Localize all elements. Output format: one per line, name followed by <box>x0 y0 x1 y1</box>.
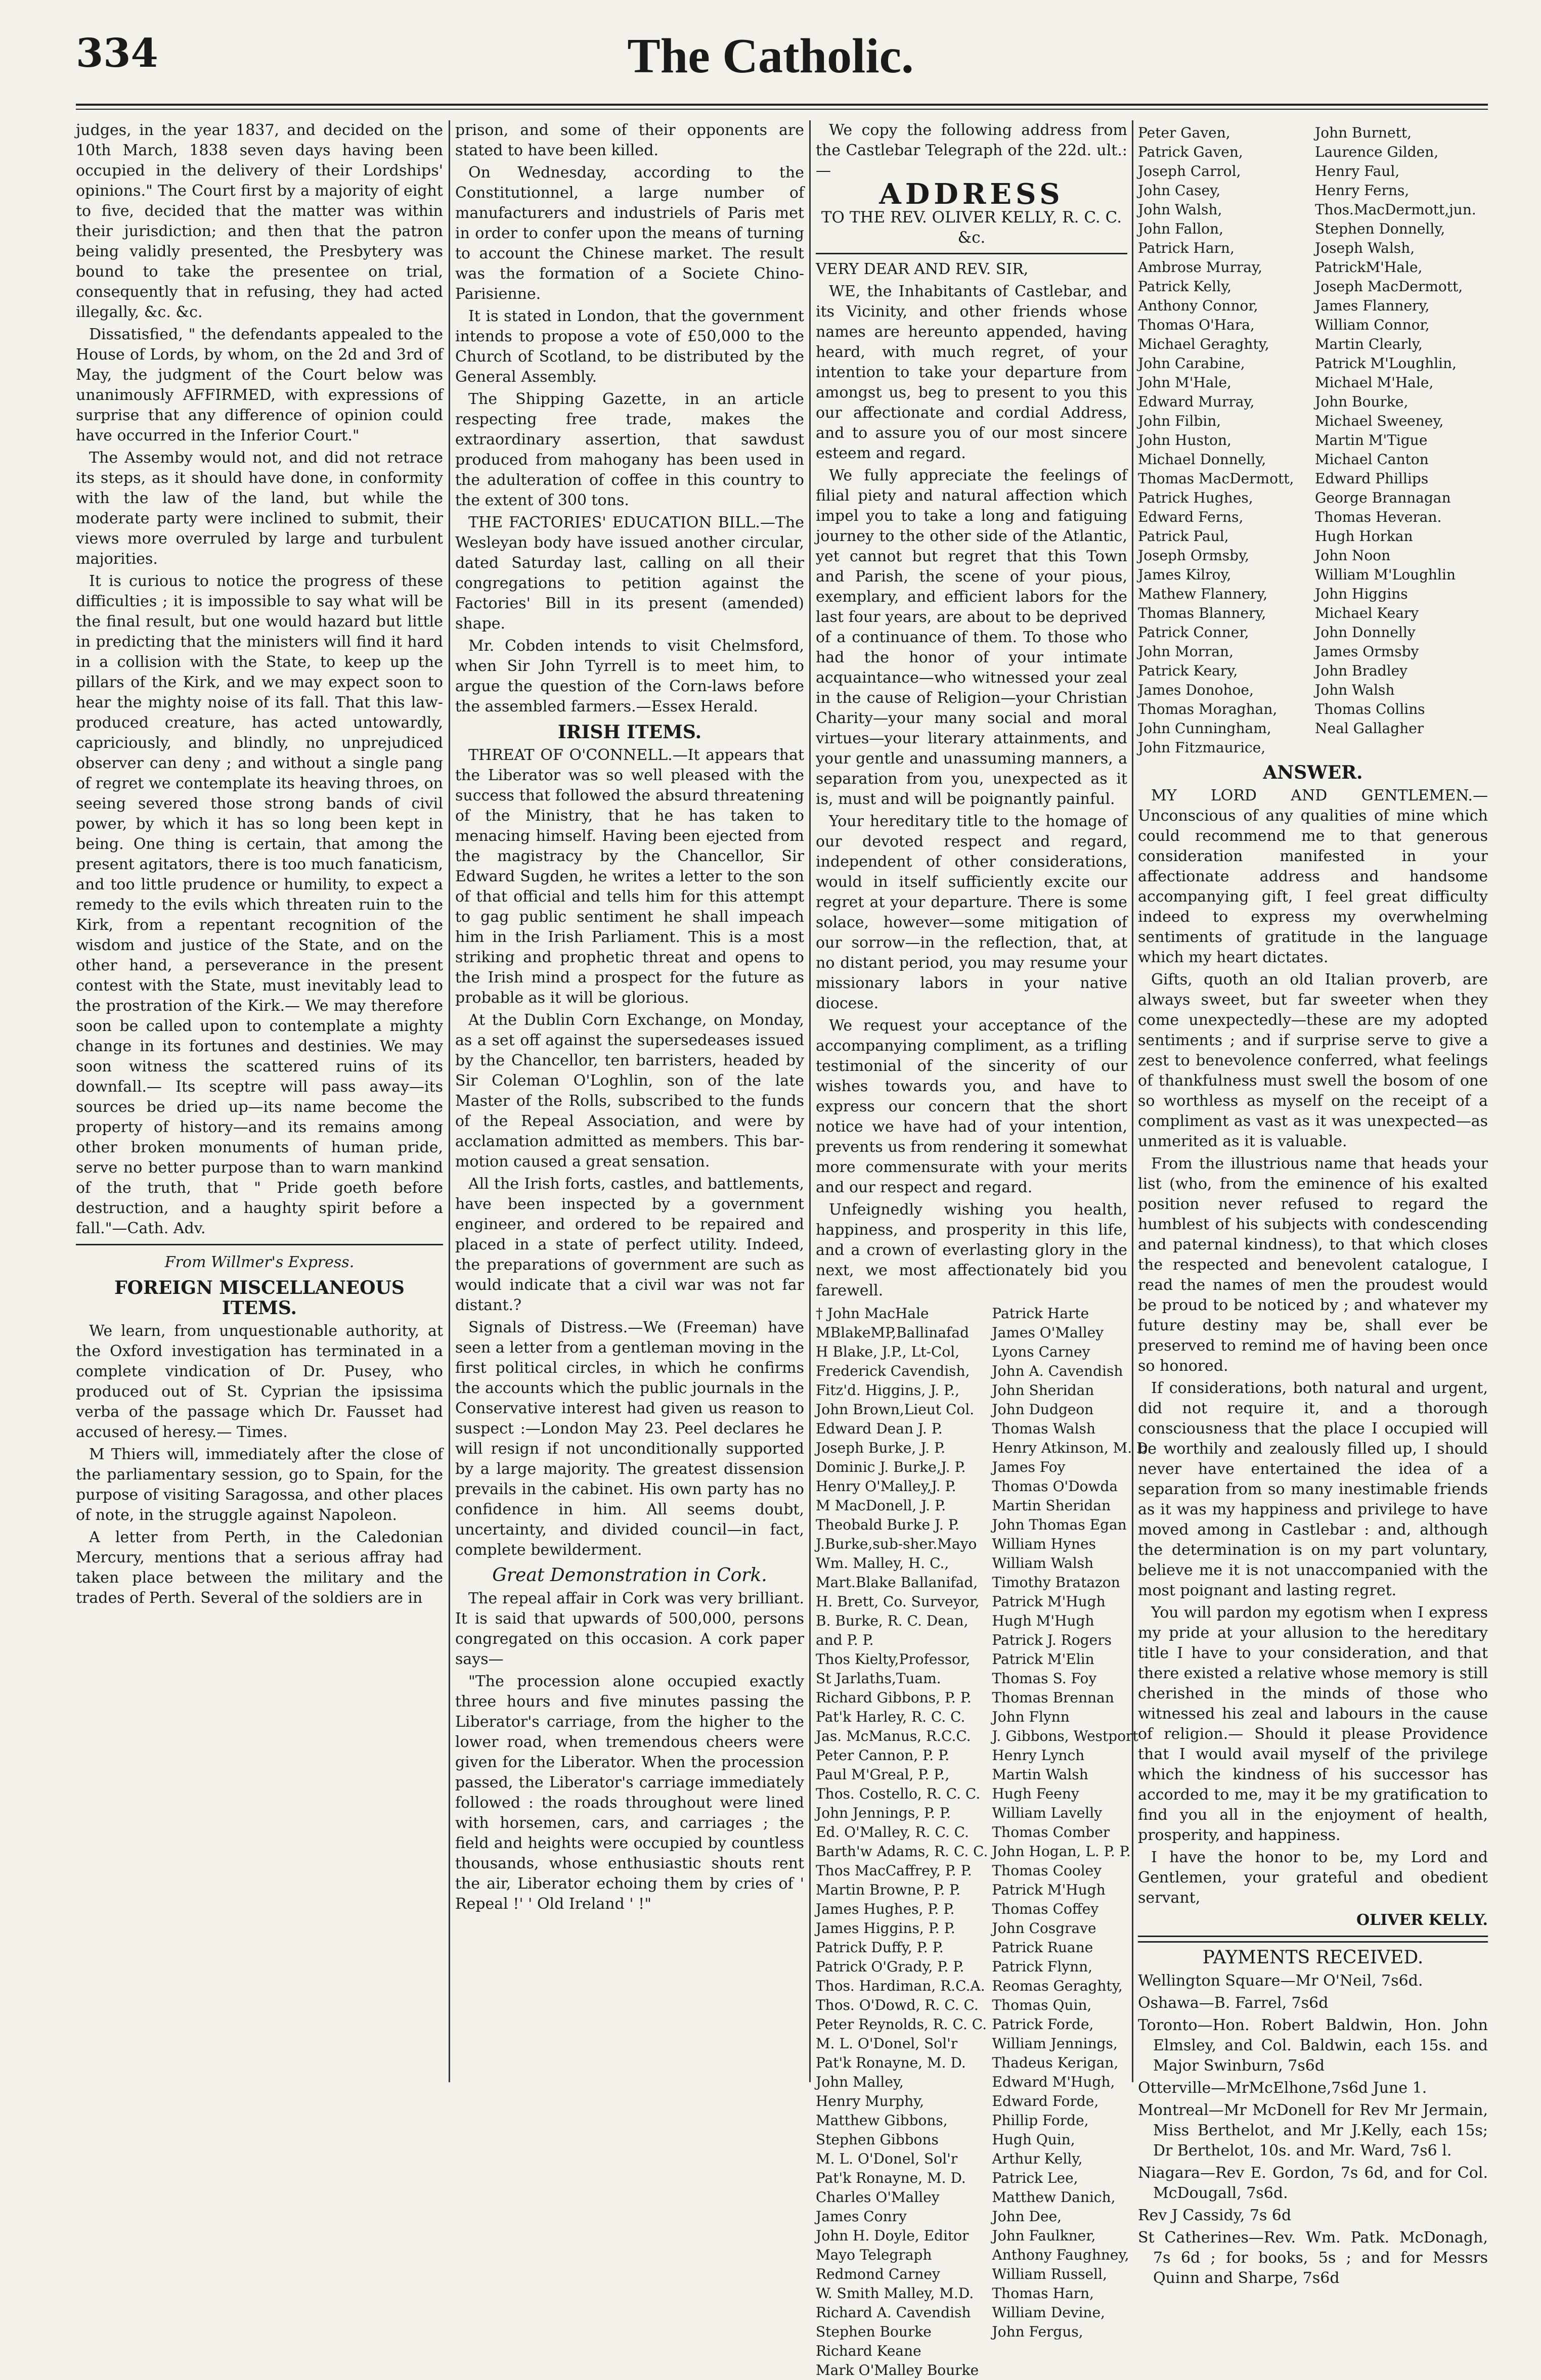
salutation: VERY DEAR AND REV. SIR, <box>816 260 1029 278</box>
signatory-name: Michael Donnelly, <box>1138 451 1266 468</box>
article-paragraph: If considerations, both natural and urgent, did not require it, and a thorough consciousness that the place I occupied will be worthily and zealously filled up, I should never have entertained the idea of a separation from so many inestimable friends as it was my happiness and privilege to have moved among in Castlebar : and, although the determination is on my part voluntary, believe me it is not unaccompanied with the most poignant and lasting regret. <box>1138 1379 1488 1599</box>
signatory-name: Hugh M'Hugh <box>992 1612 1094 1629</box>
payment-entry: Niagara—Rev E. Gordon, 7s 6d, and for Col. McDougall, 7s6d. <box>1138 2164 1488 2202</box>
signatory-name: and P. P. <box>816 1632 874 1648</box>
signatory-name: Dominic J. Burke,J. P. <box>816 1459 966 1475</box>
payments-list <box>1138 1971 1488 2288</box>
signatory-name: Edward M'Hugh, <box>992 2074 1115 2090</box>
header-rule <box>76 104 1488 106</box>
article-paragraph: We fully appreciate the feelings of filial piety and natural affection which impel you to take a long and fatiguing journey to the other side of the Atlantic, yet cannot but regret that this Town and Parish, the scene of your pious, exemplary, and efficient labors for the last four years, are about to be deprived of a continuance of them. To those who had the honor of your intimate acquaintance—who witnessed your zeal in the cause of Religion—your Christian Charity—your many social and moral virtues—your literary attainments, and your gentle and unassuming manners, a separation from you, unexpected as it is, must and will be poignantly painful. <box>816 467 1127 808</box>
signatory-name: H. Brett, Co. Surveyor, <box>816 1593 980 1610</box>
signatory-name: Patrick Keary, <box>1138 662 1238 679</box>
signatory-name: John Dee, <box>992 2208 1062 2225</box>
article-paragraph: We learn, from unquestionable authority, at the Oxford investigation has terminated in a complete vindication of Dr. Pusey, who produced out of St. Cyprian the ipsissima verba of the passage which Dr. Fausset had accused of heresy.— Times. <box>76 1322 443 1441</box>
signatory-name: MBlakeMP,Ballinafad <box>816 1324 970 1341</box>
signatory-name: Peter Gaven, <box>1138 124 1230 141</box>
signatory-name: John Carabine, <box>1138 355 1245 372</box>
payment-entry: Montreal—Mr McDonell for Rev Mr Jermain, Miss Berthelot, and Mr J.Kelly, each 15s; Dr Berthelot, 10s. and Mr. Ward, 7s6 l. <box>1138 2101 1488 2160</box>
signatory-name: Patrick Paul, <box>1138 528 1229 545</box>
signatory-name: Pat'k Ronayne, M. D. <box>816 2170 966 2186</box>
signatory-name: John Cunningham, <box>1138 720 1271 737</box>
signatory-name: Patrick Ruane <box>992 1939 1093 1956</box>
section-heading: FOREIGN MISCELLANEOUS ITEMS. <box>114 1277 405 1319</box>
signatory-name: Theobald Burke J. P. <box>816 1516 959 1533</box>
signatory-name: William Hynes <box>992 1536 1096 1552</box>
signatory-name: Mayo Telegraph <box>816 2247 932 2263</box>
signatory-name: John Huston, <box>1138 432 1231 448</box>
article-paragraph: Gifts, quoth an old Italian proverb, are always sweet, but far sweeter when they come unexpectedly—these are my adopted sentiments ; and if surprise serve to give a zest to benevolence conferred, what feelings of thankfulness must swell the bosom of one so worthless as myself on the receipt of a compliment as vast as it was unexpected—as unmerited as it is valuable. <box>1138 971 1488 1150</box>
signatory-name: James Flannery, <box>1315 297 1430 314</box>
signatory-name: Phillip Forde, <box>992 2112 1089 2129</box>
signatory-name: Henry Lynch <box>992 1747 1085 1764</box>
signatory-name: Edward Forde, <box>992 2093 1099 2109</box>
signatory-name: George Brannagan <box>1315 489 1451 506</box>
signatory-name: St Jarlaths,Tuam. <box>816 1670 941 1687</box>
signatory-name: Mart.Blake Ballanifad, <box>816 1574 978 1591</box>
signatory-name: William M'Loughlin <box>1315 566 1456 583</box>
signatory-name: Reomas Geraghty, <box>992 1978 1123 1994</box>
signatory-name: Wm. Malley, H. C., <box>816 1555 949 1571</box>
signatory-name: William Lavelly <box>992 1805 1103 1821</box>
section-divider <box>76 1244 443 1245</box>
signatory-name: M MacDonell, J. P. <box>816 1497 946 1514</box>
signatories-left <box>816 1304 988 2380</box>
signatory-name: John Fitzmaurice, <box>1138 739 1266 756</box>
signatory-name: Edward Phillips <box>1315 470 1429 487</box>
signatory-name: James Foy <box>992 1459 1066 1475</box>
signatory-name: Arthur Kelly, <box>992 2150 1083 2167</box>
article-paragraph: All the Irish forts, castles, and battlements, have been inspected by a government engineer, and ordered to be repaired and placed in a state of perfect utility. Indeed, the preparations of government are such as would indicate that a civil war was not far distant.? <box>455 1175 804 1314</box>
signatory-name: Thos Kielty,Professor, <box>816 1651 971 1668</box>
signatory-name: Joseph Carrol, <box>1138 163 1241 179</box>
signatory-name: John Hogan, L. P. P. <box>992 1843 1131 1860</box>
signatory-name: Joseph Burke, J. P. <box>816 1440 946 1456</box>
signatory-name: Stephen Donnelly, <box>1315 220 1445 237</box>
signatory-name: Edward Murray, <box>1138 393 1255 410</box>
signatory-name: M. L. O'Donel, Sol'r <box>816 2035 958 2052</box>
signatory-name: Richard Keane <box>816 2343 921 2359</box>
signatory-name: Edward Dean J. P. <box>816 1420 943 1437</box>
signatory-name: Michael Canton <box>1315 451 1429 468</box>
signatory-name: Pat'k Ronayne, M. D. <box>816 2054 966 2071</box>
signatory-name: Patrick Hughes, <box>1138 489 1253 506</box>
signatory-name: Martin Walsh <box>992 1766 1088 1783</box>
signatory-name: Thomas Brennan <box>992 1689 1114 1706</box>
article-paragraph: "The procession alone occupied exactly three hours and five minutes passing the Liberator's carriage, from the higher to the lower road, when tremendous cheers were given for the Liberator. When the procession passed, the Liberator's carriage immediately followed : the roads throughout were lined with horsemen, cars, and carriages ; the field and heights were occupied by countless thousands, whose enthusiastic shouts rent the air, Liberator echoing them by cries of ' Repeal !' ' Old Ireland ' !" <box>455 1673 804 1913</box>
signatories-left <box>1138 123 1311 757</box>
signatory-name: Fitz'd. Higgins, J. P., <box>816 1382 960 1399</box>
signatory-name: W. Smith Malley, M.D. <box>816 2285 974 2302</box>
signatory-name: John Donnelly <box>1315 624 1416 641</box>
signatory-name: Neal Gallagher <box>1315 720 1424 737</box>
article-paragraph: You will pardon my egotism when I express my pride at your allusion to the hereditary title I have to your consideration, and that there existed a relative whose memory is still cherished in the minds of those who witnessed his zeal and labours in the cause of religion.— Should it please Providence that I would avail myself of the privilege which the kindness of his successor has accorded to me, may it be my gratification to find you all in the enjoyment of health, prosperity, and happiness. <box>1138 1604 1488 1844</box>
signatory-name: William Connor, <box>1315 317 1430 333</box>
address-title: ADDRESS <box>879 177 1064 211</box>
signatory-name: PatrickM'Hale, <box>1315 259 1423 276</box>
signature: OLIVER KELLY. <box>1356 1911 1488 1929</box>
signatory-name: Patrick M'Elin <box>992 1651 1094 1668</box>
signatory-name: Thos. O'Dowd, R. C. C. <box>816 1997 979 2013</box>
signatory-name: Patrick Flynn, <box>992 1958 1093 1975</box>
signatory-name: William Devine, <box>992 2304 1106 2321</box>
column-2 <box>455 120 804 2082</box>
signatories-list <box>1138 123 1488 757</box>
signatory-name: Patrick Gaven, <box>1138 144 1243 160</box>
signatory-name: Jas. McManus, R.C.C. <box>816 1728 971 1744</box>
article-paragraph: Dissatisfied, " the defendants appealed to the House of Lords, by whom, on the 2d and 3rd of May, the judgment of the Court below was unanimously AFFIRMED, with expressions of surprise that any difference of opinion could have occurred in the Inferior Court." <box>76 326 443 444</box>
signatory-name: Henry Ferns, <box>1315 182 1410 199</box>
article-paragraph: The repeal affair in Cork was very brilliant. It is said that upwards of 500,000, persons congregated on this occasion. A cork paper says— <box>455 1590 804 1668</box>
payment-entry: Toronto—Hon. Robert Baldwin, Hon. John Elmsley, and Col. Baldwin, each 15s. and Major Swinburn, 7s6d <box>1138 2016 1488 2075</box>
section-divider <box>816 253 1127 254</box>
article-paragraph: I have the honor to be, my Lord and Gentlemen, your grateful and obedient servant, <box>1138 1849 1488 1907</box>
article-paragraph: WE, the Inhabitants of Castlebar, and its Vicinity, and other friends whose names are hereunto appended, having heard, with much regret, of your intention to take your departure from amongst us, beg to present to you this our affectionate and cordial Address, and to assure you of our most sincere esteem and regard. <box>816 283 1127 462</box>
signatory-name: Redmond Carney <box>816 2266 940 2282</box>
signatory-name: John Cosgrave <box>992 1920 1096 1937</box>
signatory-name: Thomas O'Dowda <box>992 1478 1118 1495</box>
signatory-name: Henry Atkinson, M. D. <box>992 1440 1152 1456</box>
signatory-name: H Blake, J.P., Lt-Col, <box>816 1343 960 1360</box>
signatory-name: Stephen Bourke <box>816 2323 932 2340</box>
payment-entry: Oshawa—B. Farrel, 7s6d <box>1138 1994 1329 2012</box>
page-number: 334 <box>76 30 158 76</box>
signatory-name: Richard Gibbons, P. P. <box>816 1689 972 1706</box>
signatory-name: Thos. Hardiman, R.C.A. <box>816 1978 985 1994</box>
signatory-name: John Flynn <box>992 1709 1070 1725</box>
signatory-name: Joseph Ormsby, <box>1138 547 1250 564</box>
signatory-name: John Fallon, <box>1138 220 1223 237</box>
signatory-name: James Higgins, P. P. <box>816 1920 955 1937</box>
article-paragraph: It is curious to notice the progress of these difficulties ; it is impossible to say what will be the final result, but one would hazard but little in predicting that the ministers will find it hard in a collision with the State, to keep up the pillars of the Kirk, and we may expect soon to hear the mighty noise of its fall. That this law-produced creature, has acted untowardly, capriciously, and blindly, no unprejudiced observer can deny ; and without a single pang of regret we contemplate its heaving throes, on seeing severed those strong bands of civil power, by which it has so long been kept in being. One thing is certain, that among the present agitators, there is too much fanaticism, and too little prudence or humility, to expect a remedy to the evils which threaten ruin to the Kirk, from a repentant recognition of the wisdom and justice of the State, and on the other hand, a perseverance in the present contest with the State, must inevitably lead to the prostration of the Kirk.— We may therefore soon be called upon to contemplate a mighty change in its fortunes and destinies. We may soon witness the scattered ruins of its downfall.— Its sceptre will pass away—its sources be dried up—its name become the property of history—and its remains among other broken monuments of human pride, serve no better purpose than to warn mankind of the truth, that " Pride goeth before destruction, and a haughty spirit before a fall."—Cath. Adv. <box>76 572 443 1237</box>
signatory-name: Henry Murphy, <box>816 2093 924 2109</box>
signatories-list <box>816 1304 1152 2380</box>
header-rule-thin <box>76 109 1488 110</box>
answer-heading: ANSWER. <box>1263 762 1363 783</box>
signatory-name: Thomas Comber <box>992 1824 1110 1840</box>
signatory-name: John Faulkner, <box>992 2227 1096 2244</box>
article-paragraph: Unfeignedly wishing you health, happiness, and prosperity in this life, and a crown of everlasting glory in the next, we most affectionately bid you farewell. <box>816 1201 1127 1299</box>
signatory-name: Patrick M'Loughlin, <box>1315 355 1457 372</box>
signatories-right <box>992 1304 1152 2380</box>
signatory-name: Lyons Carney <box>992 1343 1090 1360</box>
signatory-name: Patrick J. Rogers <box>992 1632 1112 1648</box>
signatory-name: Anthony Connor, <box>1138 297 1258 314</box>
signatory-name: Patrick M'Hugh <box>992 1881 1106 1898</box>
signatory-name: Patrick Forde, <box>992 2016 1094 2033</box>
signatory-name: Pat'k Harley, R. C. C. <box>816 1709 965 1725</box>
signatory-name: William Russell, <box>992 2266 1107 2282</box>
signatory-name: Matthew Gibbons, <box>816 2112 948 2129</box>
signatory-name: Thomas Harn, <box>992 2285 1094 2302</box>
signatory-name: Ambrose Murray, <box>1138 259 1262 276</box>
signatory-name: Charles O'Malley <box>816 2189 940 2206</box>
signatory-name: Patrick Conner, <box>1138 624 1249 641</box>
signatory-name: Laurence Gilden, <box>1315 144 1439 160</box>
signatory-name: Martin Sheridan <box>992 1497 1111 1514</box>
column-4 <box>1138 120 1488 2287</box>
column-3 <box>816 120 1152 2378</box>
signatory-name: John H. Doyle, Editor <box>816 2227 969 2244</box>
signatory-name: Barth'w Adams, R. C. C. <box>816 1843 988 1860</box>
signatory-name: Hugh Feeny <box>992 1785 1079 1802</box>
signatory-name: Martin M'Tigue <box>1315 432 1428 448</box>
signatory-name: Patrick Harn, <box>1138 240 1235 256</box>
signatory-name: Ed. O'Malley, R. C. C. <box>816 1824 969 1840</box>
signatory-name: Thomas Blannery, <box>1138 605 1266 621</box>
signatory-name: Matthew Danich, <box>992 2189 1116 2206</box>
signatory-name: John Morran, <box>1138 643 1234 660</box>
signatory-name: Joseph MacDermott, <box>1315 278 1463 295</box>
signatory-name: B. Burke, R. C. Dean, <box>816 1612 968 1629</box>
signatory-name: John A. Cavendish <box>992 1363 1123 1379</box>
signatory-name: Anthony Faughney, <box>992 2247 1129 2263</box>
signatory-name: John Fergus, <box>992 2323 1083 2340</box>
column-1 <box>76 120 443 2082</box>
signatory-name: Mathew Flannery, <box>1138 586 1268 602</box>
signatory-name: John Thomas Egan <box>992 1516 1127 1533</box>
article-paragraph: Mr. Cobden intends to visit Chelmsford, when Sir John Tyrrell is to meet him, to argue the question of the Corn-laws before the assembled farmers.—Essex Herald. <box>455 637 804 715</box>
signatory-name: John Burnett, <box>1315 124 1412 141</box>
signatory-name: Thomas Quin, <box>992 1997 1092 2013</box>
section-divider <box>1138 1936 1488 1943</box>
column-divider <box>449 120 450 2082</box>
signatory-name: Thadeus Kerigan, <box>992 2054 1119 2071</box>
payments-heading: PAYMENTS RECEIVED. <box>1202 1947 1424 1968</box>
signatory-name: Thomas MacDermott, <box>1138 470 1294 487</box>
signatory-name: John Walsh, <box>1138 201 1222 218</box>
signatory-name: Joseph Walsh, <box>1315 240 1415 256</box>
article-paragraph: It is stated in London, that the government intends to propose a vote of £50,000 to the Church of Scotland, to be distributed by the General Assembly. <box>455 307 804 386</box>
payment-entry: St Catherines—Rev. Wm. Patk. McDonagh, 7s 6d ; for books, 5s ; and for Messrs Quinn and Sharpe, 7s6d <box>1138 2229 1488 2287</box>
signatory-name: James Kilroy, <box>1138 566 1231 583</box>
signatory-name: Hugh Quin, <box>992 2131 1075 2148</box>
signatory-name: Patrick Duffy, P. P. <box>816 1939 944 1956</box>
signatory-name: Martin Browne, P. P. <box>816 1881 961 1898</box>
signatory-name: Thomas Heveran. <box>1315 509 1442 525</box>
article-paragraph: On Wednesday, according to the Constitutionnel, a large number of manufacturers and industriels of Paris met in order to confer upon the means of turning to account the Chinese market. The result was the formation of a Societe Chino-Parisienne. <box>455 164 804 303</box>
signatory-name: Michael Geraghty, <box>1138 336 1269 352</box>
article-paragraph: THREAT OF O'CONNELL.—It appears that the Liberator was so well pleased with the success that followed the absurd threatening of the Ministry, that he has taken to menacing himself. Having been ejected from the magistracy by the Chancellor, Sir Edward Sugden, he writes a letter to the son of that official and tells him for this attempt to gag public sentiment he shall impeach him in the Irish Parliament. This is a most striking and prophetic threat and opens to the Irish mind a prospect for the future as probable as it will be glorious. <box>455 746 804 1007</box>
article-paragraph: prison, and some of their opponents are stated to have been killed. <box>455 121 804 159</box>
signatory-name: James O'Malley <box>992 1324 1104 1341</box>
signatory-name: Michael M'Hale, <box>1315 374 1434 391</box>
article-paragraph: Signals of Distress.—We (Freeman) have seen a letter from a gentleman moving in the first political circles, in which he confirms the accounts which the public journals in the Conservative interest had given us reason to suspect :—London May 23. Peel declares he will resign if not unconditionally supported by a large majority. The greatest dissension prevails in the cabinet. His own party has no confidence in him. All seems doubt, uncertainty, and divided council—in fact, complete bewilderment. <box>455 1319 804 1559</box>
signatory-name: John Noon <box>1315 547 1391 564</box>
article-paragraph: From the illustrious name that heads your list (who, from the eminence of his exalted position never refused to regard the humblest of his subjects with condescending and paternal kindness), to that which closes the respected and benevolent catalogue, I read the names of men the proudest would be proud to be noticed by ; and whatever my future destiny may be, shall ever be preserved to remind me of having been once so honored. <box>1138 1155 1488 1375</box>
signatory-name: Patrick M'Hugh <box>992 1593 1106 1610</box>
signatory-name: John Sheridan <box>992 1382 1094 1399</box>
signatory-name: Frederick Cavendish, <box>816 1363 970 1379</box>
signatory-name: Peter Reynolds, R. C. C. <box>816 2016 987 2033</box>
signatory-name: Thomas Collins <box>1315 701 1425 717</box>
signatory-name: Richard A. Cavendish <box>816 2304 971 2321</box>
article-paragraph: We request your acceptance of the accompanying compliment, as a trifling testimonial of the sincerity of our wishes towards you, and have to express our concern that the short notice we have had of your intention, prevents us from rendering it somewhat more commensurate with your merits and our respect and regard. <box>816 1017 1127 1196</box>
signatory-name: Edward Ferns, <box>1138 509 1244 525</box>
signatory-name: Thos MacCaffrey, P. P. <box>816 1862 972 1879</box>
signatory-name: Henry Faul, <box>1315 163 1400 179</box>
signatory-name: John Dudgeon <box>992 1401 1094 1418</box>
payment-entry: Rev J Cassidy, 7s 6d <box>1138 2207 1292 2224</box>
page-header <box>0 0 1541 111</box>
signatories-right <box>1315 123 1488 757</box>
signatory-name: Thos. Costello, R. C. C. <box>816 1785 981 1802</box>
signatory-name: Peter Cannon, P. P. <box>816 1747 950 1764</box>
payment-entry: Otterville—MrMcElhone,7s6d June 1. <box>1138 2079 1427 2097</box>
signatory-name: Patrick Harte <box>992 1305 1089 1322</box>
signatory-name: Hugh Horkan <box>1315 528 1413 545</box>
signatory-name: James Donohoe, <box>1138 682 1254 698</box>
payment-entry: Wellington Square—Mr O'Neil, 7s6d. <box>1138 1972 1423 1990</box>
article-paragraph: THE FACTORIES' EDUCATION BILL.—The Wesleyan body have issued another circular, dated Saturday last, calling on all their congregations to petition against the Factories' Bill in its present (amended) shape. <box>455 514 804 633</box>
signatory-name: John Filbin, <box>1138 413 1221 429</box>
signatory-name: Michael Sweeney, <box>1315 413 1444 429</box>
signatory-name: William Jennings, <box>992 2035 1118 2052</box>
newspaper-title: The Catholic. <box>627 29 914 83</box>
signatory-name: James Hughes, P. P. <box>816 1901 955 1917</box>
signatory-name: Thomas S. Foy <box>992 1670 1097 1687</box>
signatory-name: Thomas O'Hara, <box>1138 317 1255 333</box>
signatory-name: John Walsh <box>1315 682 1395 698</box>
signatory-name: J.Burke,sub-sher.Mayo <box>816 1536 977 1552</box>
article-paragraph: The Shipping Gazette, in an article respecting free trade, makes the extraordinary assertion, that sawdust produced from mahogany has been used in the adulteration of coffee in this country to the extent of 300 tons. <box>455 390 804 509</box>
signatory-name: Patrick Kelly, <box>1138 278 1232 295</box>
signatory-name: Stephen Gibbons <box>816 2131 939 2148</box>
signatory-name: Mark O'Malley Bourke <box>816 2362 979 2378</box>
article-paragraph: A letter from Perth, in the Caledonian Mercury, mentions that a serious affray had taken place between the military and the trades of Perth. Several of the soldiers are in <box>76 1529 443 1607</box>
signatory-name: Thomas Coffey <box>992 1901 1099 1917</box>
subsection-heading: Great Demonstration in Cork. <box>492 1565 767 1586</box>
article-paragraph: judges, in the year 1837, and decided on the 10th March, 1838 seven days having been occupied in the delivery of their Lordships' opinions." The Court first by a majority of eight to five, decided that the matter was within their jurisdiction; and then that the patron being validly presented, the Presbytery was bound to take the presentee on trial, consequently that in refusing, they had acted illegally, &c. &c. <box>76 121 443 321</box>
article-paragraph: MY LORD AND GENTLEMEN.—Unconscious of any qualities of mine which could recommend me to that generous consideration manifested in your affectionate address and handsome accompanying gift, I feel great difficulty indeed to express my overwhelming sentiments of gratitude in the language which my heart dictates. <box>1138 787 1488 966</box>
article-paragraph: Your hereditary title to the homage of our devoted respect and regard, independent of other considerations, would in itself sufficiently excite our regret at your departure. There is some solace, however—some mitigation of our sorrow—in the reflection, that, at no distant period, you may resume your missionary labors in your native diocese. <box>816 813 1127 1012</box>
signatory-name: Martin Clearly, <box>1315 336 1423 352</box>
signatory-name: John Bourke, <box>1315 393 1408 410</box>
signatory-name: Patrick O'Grady, P. P. <box>816 1958 964 1975</box>
article-paragraph: We copy the following address from the Castlebar Telegraph of the 22d. ult.:— <box>816 121 1127 179</box>
signatory-name: Thomas Moraghan, <box>1138 701 1278 717</box>
signatory-name: John Jennings, P. P. <box>816 1805 951 1821</box>
article-paragraph: At the Dublin Corn Exchange, on Monday, as a set off against the supersedeases issued by the Chancellor, ten barristers, headed by Sir Coleman O'Loghlin, son of the late Master of the Rolls, subscribed to the funds of the Repeal Association, and were by acclamation admitted as members. This bar-motion caused a great sensation. <box>455 1011 804 1171</box>
signatory-name: Patrick Lee, <box>992 2170 1078 2186</box>
signatory-name: John Malley, <box>816 2074 904 2090</box>
address-recipient: TO THE REV. OLIVER KELLY, R. C. C. &c. <box>821 208 1122 247</box>
signatory-name: Thomas Cooley <box>992 1862 1102 1879</box>
signatory-name: James Ormsby <box>1315 643 1419 660</box>
signatory-name: Henry O'Malley,J. P. <box>816 1478 956 1495</box>
signatory-name: † John MacHale <box>816 1305 929 1322</box>
signatory-name: William Walsh <box>992 1555 1094 1571</box>
signatory-name: Thos.MacDermott,jun. <box>1315 201 1476 218</box>
signatory-name: John Bradley <box>1315 662 1407 679</box>
section-heading: IRISH ITEMS. <box>557 722 702 743</box>
signatory-name: Timothy Bratazon <box>992 1574 1120 1591</box>
signatory-name: Michael Keary <box>1315 605 1419 621</box>
article-paragraph: M Thiers will, immediately after the close of the parliamentary session, go to Spain, for the purpose of visiting Saragossa, and other places of note, in the struggle against Napoleon. <box>76 1446 443 1524</box>
source-line: From Willmer's Express. <box>164 1253 355 1271</box>
column-divider <box>809 120 811 2082</box>
signatory-name: Thomas Walsh <box>992 1420 1095 1437</box>
article-paragraph: The Assemby would not, and did not retrace its steps, as it should have done, in conformity with the law of the land, but while the moderate party were inclined to submit, their views more overruled by large and turbulent majorities. <box>76 449 443 568</box>
signatory-name: Paul M'Greal, P. P., <box>816 1766 950 1783</box>
signatory-name: John Higgins <box>1315 586 1408 602</box>
signatory-name: J. Gibbons, Westport <box>992 1728 1138 1744</box>
signatory-name: John Casey, <box>1138 182 1221 199</box>
signatory-name: M. L. O'Donel, Sol'r <box>816 2150 958 2167</box>
signatory-name: James Conry <box>816 2208 907 2225</box>
signatory-name: John M'Hale, <box>1138 374 1231 391</box>
signatory-name: John Brown,Lieut Col. <box>816 1401 975 1418</box>
